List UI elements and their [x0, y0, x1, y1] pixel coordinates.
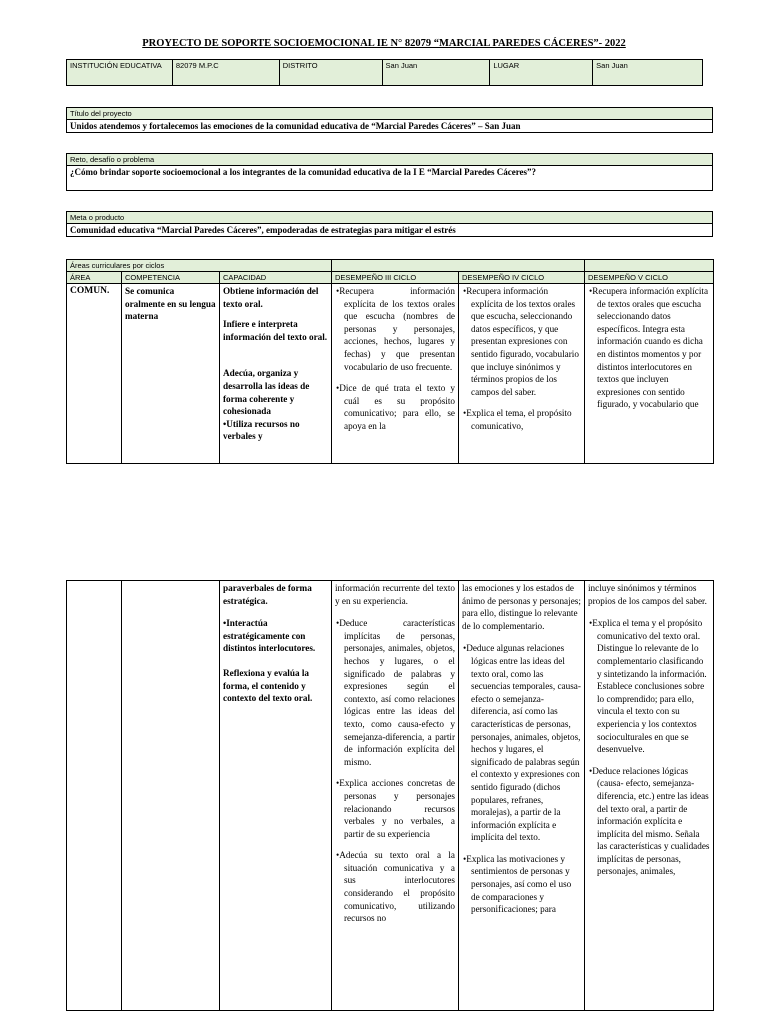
competencia-cell: Se comunica oralmente en su lengua materna: [122, 284, 220, 464]
ciclo4-cell-cont: [459, 581, 585, 1011]
ciclo5-cell-cont: [585, 581, 714, 1011]
areas-label: Áreas curriculares por ciclos: [67, 260, 332, 272]
header-capacidad: CAPACIDAD: [220, 272, 332, 284]
institucion-label: INSTITUCIÓN EDUCATIVA: [67, 60, 173, 86]
ciclo4-cell: [459, 284, 585, 464]
capacidad-item: Obtiene información del texto oral.: [223, 286, 319, 309]
lugar-value: San Juan: [593, 60, 703, 86]
desempeno-item: • Recupera información explícita de textos orales que escucha seleccionando datos específicos. Integra esta información cuando es dicha en distintos momentos y por distintos interlocutores en textos que incluyen expresiones con sentido figurado, y vocabulario que: [588, 285, 710, 411]
desempeno-item: • Explica las motivaciones y sentimientos de personas y personajes, así como el uso de comparaciones y personificaciones; para: [462, 853, 581, 916]
titulo-label: Título del proyecto: [67, 108, 713, 120]
info-table: [66, 59, 703, 86]
desempeno-item: • Deduce características implícitas de personas, personajes, animales, objetos, hechos y lugares, o el significado de palabras y expresiones según el contexto, así como relaciones lógicas entre las ideas del texto, como causa-efecto y semejanza-diferencia, a partir de información explícita del mismo.: [335, 617, 455, 768]
reto-table: [66, 153, 713, 191]
capacidad-item: •Utiliza recursos no verbales y: [223, 418, 300, 442]
capacidad-item: Reflexiona y evalúa la forma, el contenido y contexto del texto oral.: [223, 667, 313, 704]
desempeno-item: • Recupera información explícita de los textos orales que escucha, seleccionando datos específicos, y que presentan expresiones con sentido figurado, vocabulario que incluye sinónimos y términos propios de los campos del saber.: [462, 285, 581, 398]
capacidad-item: •Interactúa estratégicamente con distintos interlocutores.: [223, 618, 316, 654]
desempeno-continuation: información recurrente del texto y en su experiencia.: [335, 583, 455, 606]
desempeno-item: • Deduce algunas relaciones lógicas entre las ideas del texto oral, como las secuencias temporales, causa-efecto o semejanza-diferencia, así como las características de personas, personajes, animales, objetos, hechos y lugares, el significado de palabras según el contexto y expresiones con sentido figurado (dichos populares, refranes, moralejas), a partir de la información explícita e implícita del texto.: [462, 642, 581, 844]
desempeno-item: • Adecúa su texto oral a la situación comunicativa y a sus interlocutores considerando el propósito comunicativo, utilizando recursos no: [335, 849, 455, 925]
header-area: ÁREA: [67, 272, 122, 284]
areas-table: [66, 259, 714, 464]
header-ciclo3: DESEMPEÑO III CICLO: [332, 272, 459, 284]
desempeno-item: • Deduce relaciones lógicas (causa- efecto, semejanza-diferencia, etc.) entre las ideas del texto oral, a partir de información explícita e implícita del mismo. Señala las características y cualidades implícitas de personas, personajes, animales,: [588, 765, 710, 878]
meta-table: [66, 211, 713, 237]
desempeno-item: • Explica acciones concretas de personas y personajes relacionando recursos verbales y no verbales, a partir de su experiencia: [335, 777, 455, 840]
desempeno-continuation: las emociones y los estados de ánimo de personas y personajes; para ello, distingue lo relevante de lo complementario.: [462, 583, 581, 631]
titulo-table: [66, 107, 713, 133]
desempeno-continuation: incluye sinónimos y términos propios de los campos del saber.: [588, 583, 707, 606]
distrito-value: San Juan: [382, 60, 490, 86]
titulo-value: Unidos atendemos y fortalecemos las emociones de la comunidad educativa de “Marcial Paredes Cáceres” – San Juan: [67, 120, 713, 133]
meta-label: Meta o producto: [67, 212, 713, 224]
meta-value: Comunidad educativa “Marcial Paredes Cáceres”, empoderadas de estrategias para mitigar el estrés: [67, 224, 713, 237]
capacidad-item: Adecúa, organiza y desarrolla las ideas de forma coherente y cohesionada: [223, 368, 310, 417]
desempeno-item: • Explica el tema y el propósito comunicativo del texto oral. Distingue lo relevante de lo complementario clasificando y sintetizando la información. Establece conclusiones sobre lo comprendido; para ello, vincula el texto con su experiencia y los contextos socioculturales en que se desenvuelve.: [588, 617, 710, 756]
reto-value: ¿Cómo brindar soporte socioemocional a los integrantes de la comunidad educativa de la I E “Marcial Paredes Cáceres”?: [67, 166, 713, 191]
lugar-label: LUGAR: [490, 60, 593, 86]
capacidad-item: paraverbales de forma estratégica.: [223, 583, 312, 606]
desempeno-item: • Dice de qué trata el texto y cuál es su propósito comunicativo; para ello, se apoya en la: [335, 382, 455, 432]
capacidad-cell: [220, 284, 332, 464]
header-competencia: COMPETENCIA: [122, 272, 220, 284]
desempeno-item: • Recupera información explícita de los textos orales que escucha (nombres de personas y personajes, acciones, hechos, lugares y fechas) y que presentan vocabulario de uso frecuente.: [335, 285, 455, 373]
areas-table-continued: [66, 580, 714, 1011]
ciclo5-cell: [585, 284, 714, 464]
header-ciclo5: DESEMPEÑO V CICLO: [585, 272, 714, 284]
distrito-label: DISTRITO: [279, 60, 382, 86]
capacidad-cell-cont: [220, 581, 332, 1011]
reto-label: Reto, desafío o problema: [67, 154, 713, 166]
desempeno-item: • Explica el tema, el propósito comunicativo,: [462, 407, 581, 432]
header-ciclo4: DESEMPEÑO IV CICLO: [459, 272, 585, 284]
ciclo3-cell: [332, 284, 459, 464]
ciclo3-cell-cont: [332, 581, 459, 1011]
page-title: PROYECTO DE SOPORTE SOCIOEMOCIONAL IE N° 82079 “MARCIAL PAREDES CÁCERES”- 2022: [142, 38, 626, 49]
area-cell: COMUN.: [67, 284, 122, 464]
capacidad-item: Infiere e interpreta información del texto oral.: [223, 319, 328, 342]
institucion-value: 82079 M.P.C: [172, 60, 279, 86]
